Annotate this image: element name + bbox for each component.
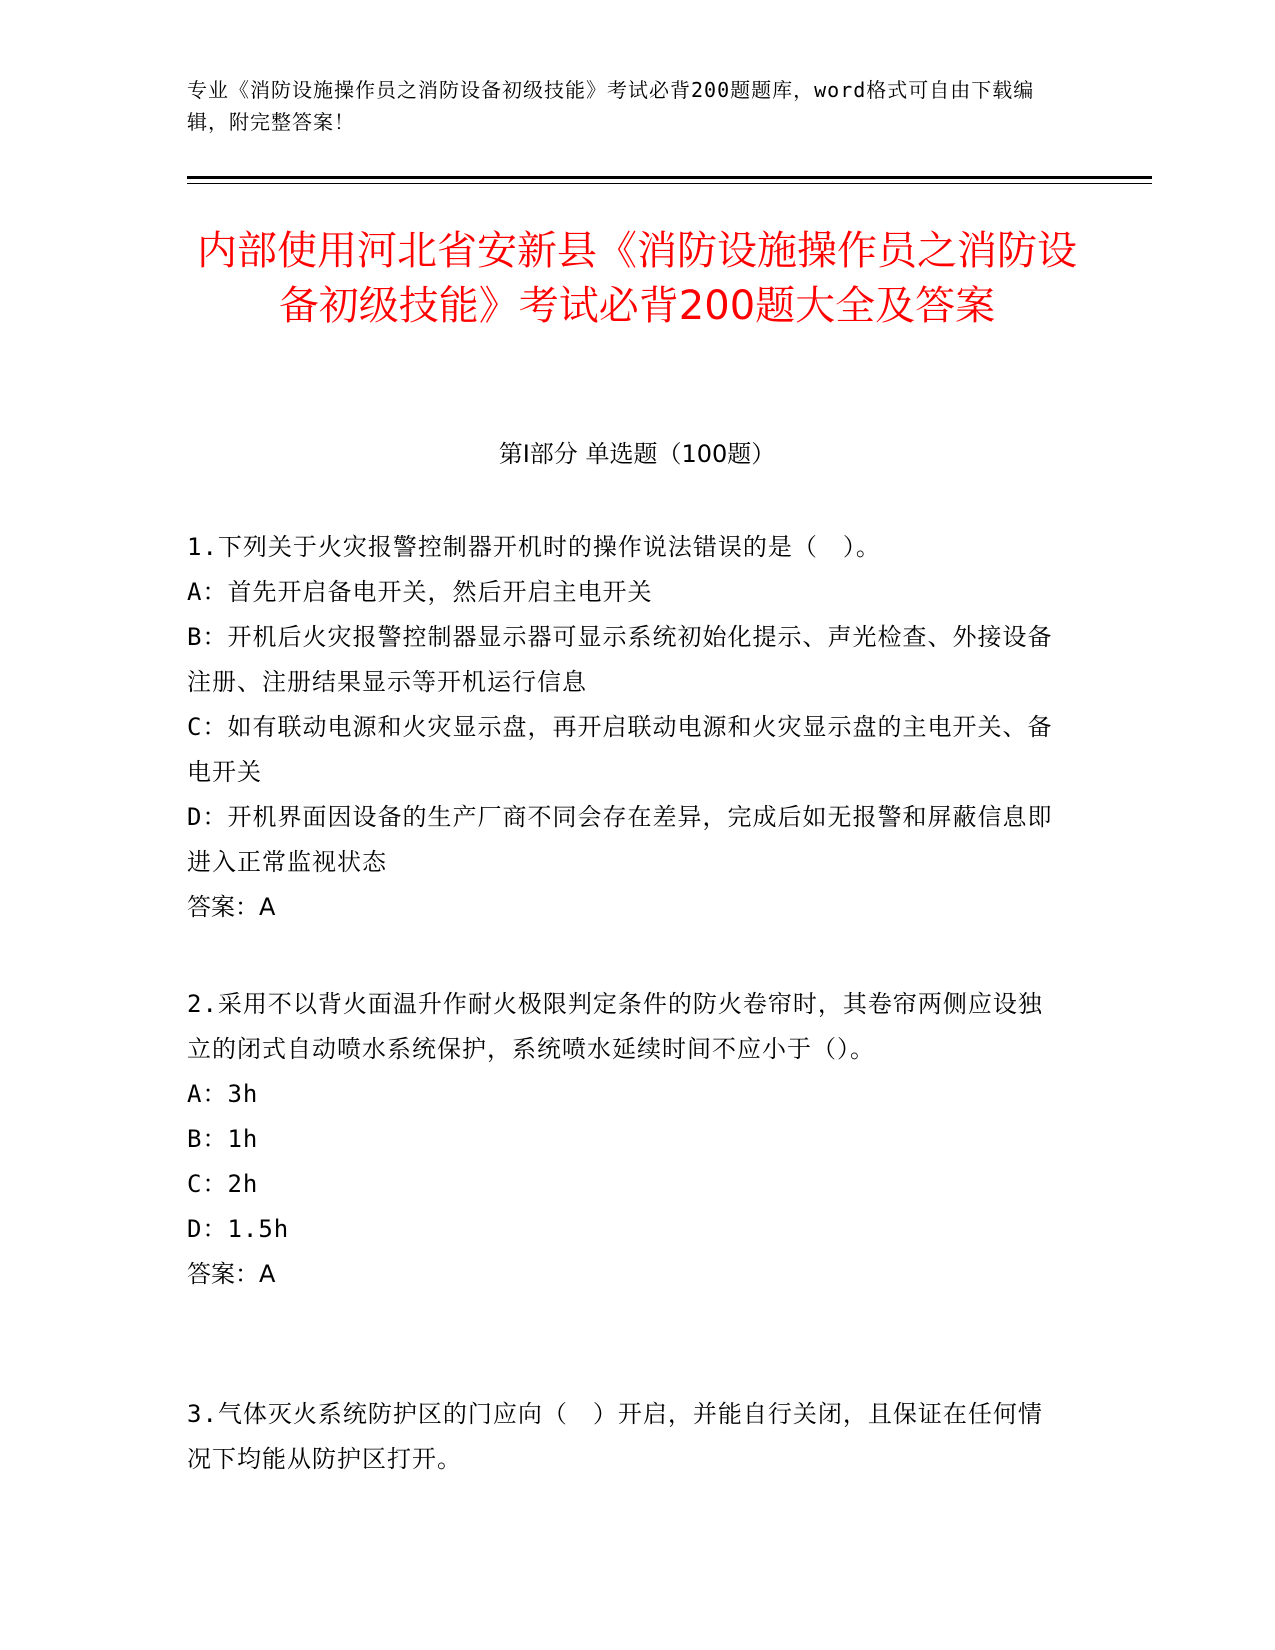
section-heading: 第Ⅰ部分 单选题（100题） <box>498 440 776 468</box>
question-3 <box>187 1392 1067 1482</box>
option-a: A：3h <box>187 1080 259 1108</box>
question-stem: 1.下列关于火灾报警控制器开机时的操作说法错误的是（ ）。 <box>187 533 881 561</box>
header-rule-thick <box>187 176 1152 179</box>
question-stem: 2.采用不以背火面温升作耐火极限判定条件的防火卷帘时，其卷帘两侧应设独立的闭式自动喷水系统保护，系统喷水延续时间不应小于（）。 <box>187 990 1043 1063</box>
option-a: A：首先开启备电开关，然后开启主电开关 <box>187 578 653 606</box>
answer: 答案：A <box>187 893 276 921</box>
option-c: C：如有联动电源和火灾显示盘，再开启联动电源和火灾显示盘的主电开关、备电开关 <box>187 713 1053 786</box>
option-d: D：1.5h <box>187 1215 290 1243</box>
header-rule-thin <box>187 183 1152 184</box>
question-stem: 3.气体灭火系统防护区的门应向（ ）开启，并能自行关闭，且保证在任何情况下均能从防护区打开。 <box>187 1400 1043 1473</box>
option-b: B：1h <box>187 1125 259 1153</box>
answer: 答案：A <box>187 1260 276 1288</box>
document-title: 内部使用河北省安新县《消防设施操作员之消防设备初级技能》考试必背200题大全及答案 <box>197 228 1077 329</box>
question-2 <box>187 982 1067 1297</box>
question-1 <box>187 525 1067 930</box>
header-note: 专业《消防设施操作员之消防设备初级技能》考试必背200题题库，word格式可自由下载编辑，附完整答案！ <box>187 78 1035 134</box>
option-b: B：开机后火灾报警控制器显示器可显示系统初始化提示、声光检查、外接设备注册、注册结果显示等开机运行信息 <box>187 623 1053 696</box>
option-d: D：开机界面因设备的生产厂商不同会存在差异，完成后如无报警和屏蔽信息即进入正常监视状态 <box>187 803 1053 876</box>
option-c: C：2h <box>187 1170 259 1198</box>
